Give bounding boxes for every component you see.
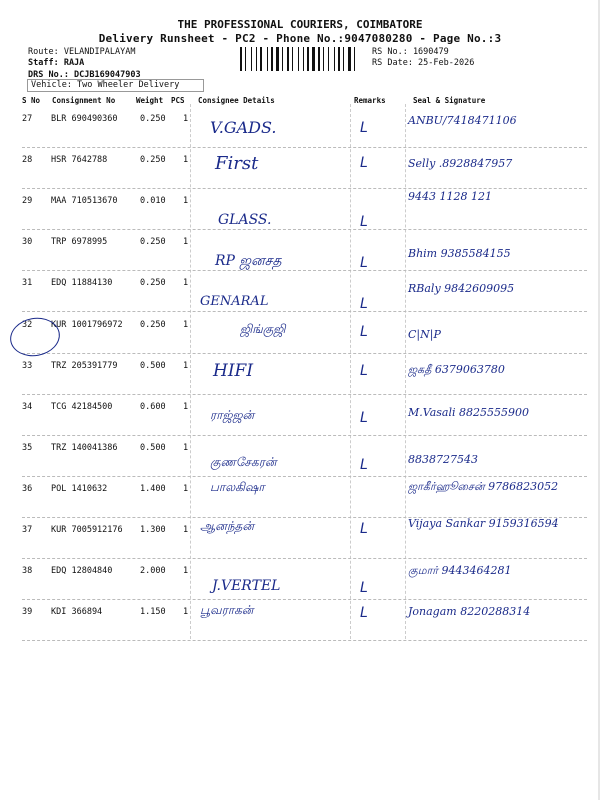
consignment-number: HSR 7642788 <box>51 155 108 166</box>
consignee-handwritten: GENARAL <box>200 294 269 310</box>
rs-number: RS No.: 1690479 <box>372 47 449 57</box>
pieces-count: 1 <box>183 278 189 289</box>
consignment-number: TRZ 205391779 <box>51 360 118 371</box>
consignment-number: TRP 6978995 <box>51 237 108 248</box>
signature: Selly .8928847957 <box>408 157 513 171</box>
consignment-number: POL 1410632 <box>51 483 108 494</box>
serial-number: 28 <box>22 155 33 166</box>
remark-mark: L <box>360 155 368 172</box>
consignment-number: EDQ 11884130 <box>51 278 113 289</box>
pieces-count: 1 <box>183 525 189 535</box>
consignment-number: KUR 1001796972 <box>51 319 123 330</box>
consignee-handwritten: V.GADS. <box>210 118 277 137</box>
table-row <box>22 270 587 312</box>
serial-number: 27 <box>22 114 33 124</box>
table-row <box>22 599 587 641</box>
remark-mark: L <box>360 255 368 272</box>
signature: 8838727543 <box>408 452 478 466</box>
weight-value: 1.400 <box>140 483 166 494</box>
weight-value: 0.250 <box>140 114 166 124</box>
pieces-count: 1 <box>183 566 189 577</box>
remark-mark: L <box>360 120 368 136</box>
table-row <box>22 312 587 354</box>
pieces-count: 1 <box>183 114 189 124</box>
consignment-number: TCG 42184500 <box>51 401 113 412</box>
serial-number: 30 <box>22 237 33 248</box>
signature: Vijaya Sankar 9159316594 <box>408 517 559 530</box>
consignee-handwritten: RP ஜனசத <box>215 253 282 270</box>
weight-value: 0.250 <box>140 319 166 330</box>
serial-number: 33 <box>22 360 33 371</box>
consignee-handwritten: HIFI <box>213 360 254 381</box>
signature: M.Vasali 8825555900 <box>408 405 529 419</box>
pieces-count: 1 <box>183 155 189 166</box>
remark-mark: L <box>360 456 368 473</box>
weight-value: 0.600 <box>140 401 166 412</box>
serial-number: 36 <box>22 483 33 494</box>
drs-number: DRS No.: DCJB169047903 <box>28 70 141 80</box>
remark-mark: L <box>360 362 368 379</box>
consignment-number: BLR 690490360 <box>51 114 118 124</box>
remark-mark: L <box>360 296 368 313</box>
consignee-handwritten: First <box>215 153 259 175</box>
serial-number: 37 <box>22 525 33 535</box>
signature: ANBU/7418471106 <box>408 114 517 127</box>
table-row <box>22 558 587 600</box>
consignee-handwritten: பாலகிஷா <box>210 479 265 494</box>
remark-mark: L <box>360 323 368 340</box>
remark-mark: L <box>360 521 368 537</box>
consignee-handwritten: ஆனந்தன் <box>200 519 254 533</box>
remark-mark: L <box>360 214 368 231</box>
weight-value: 0.250 <box>140 237 166 248</box>
weight-value: 0.250 <box>140 278 166 289</box>
weight-value: 0.500 <box>140 360 166 371</box>
table-row <box>22 106 587 148</box>
signature: C|N|P <box>408 327 441 341</box>
col-consignee: Consignee Details <box>198 96 275 105</box>
pieces-count: 1 <box>183 237 189 248</box>
serial-number: 32 <box>22 319 33 330</box>
col-seal: Seal & Signature <box>413 96 486 105</box>
table-row <box>22 188 587 230</box>
consignment-number: EDQ 12804840 <box>51 566 113 577</box>
weight-value: 0.250 <box>140 155 166 166</box>
vehicle-box: Vehicle: Two Wheeler Delivery <box>27 79 204 92</box>
staff-label: Staff: RAJA <box>28 58 85 68</box>
consignee-handwritten: பூவராகன் <box>200 603 254 618</box>
signature: Jonagam 8220288314 <box>408 605 531 619</box>
consignee-handwritten: ராஜ்ஜன் <box>210 407 255 422</box>
weight-value: 1.300 <box>140 525 166 535</box>
remark-mark: L <box>360 580 368 597</box>
route-label: Route: VELANDIPALAYAM <box>28 47 136 57</box>
pieces-count: 1 <box>183 401 189 412</box>
col-remarks: Remarks <box>354 96 386 105</box>
pieces-count: 1 <box>183 607 189 618</box>
signature: RBaly 9842609095 <box>408 282 515 296</box>
pieces-count: 1 <box>183 360 189 371</box>
table-row <box>22 353 587 395</box>
table-row <box>22 476 587 518</box>
table-row <box>22 517 587 559</box>
consignment-number: MAA 710513670 <box>51 196 118 207</box>
serial-number: 39 <box>22 607 33 618</box>
weight-value: 1.150 <box>140 607 166 618</box>
signature: Bhim 9385584155 <box>408 247 511 261</box>
table-row <box>22 229 587 271</box>
consignee-handwritten: J.VERTEL <box>212 578 281 595</box>
rs-date: RS Date: 25-Feb-2026 <box>372 58 475 68</box>
serial-number: 31 <box>22 278 33 289</box>
table-row <box>22 394 587 436</box>
pieces-count: 1 <box>183 319 189 330</box>
pieces-count: 1 <box>183 442 189 453</box>
signature: ஜகதீ 6379063780 <box>408 362 505 376</box>
runsheet-subtitle: Delivery Runsheet - PC2 - Phone No.:9047080280 - Page No.:3 <box>98 32 502 45</box>
col-consignment: Consignment No <box>52 96 116 105</box>
remark-mark: L <box>360 409 368 426</box>
table-row <box>22 147 587 189</box>
serial-number: 34 <box>22 401 33 412</box>
serial-number: 38 <box>22 566 33 577</box>
consignment-number: KUR 7005912176 <box>51 525 123 535</box>
weight-value: 0.500 <box>140 442 166 453</box>
consignment-number: TRZ 140041386 <box>51 442 118 453</box>
weight-value: 0.010 <box>140 196 166 207</box>
weight-value: 2.000 <box>140 566 166 577</box>
col-pcs: PCS <box>171 96 185 105</box>
consignee-handwritten: ஜிங்குஜி <box>240 321 286 336</box>
barcode <box>240 47 368 71</box>
signature: ஜாகீர்ஹூசைன் 9786823052 <box>408 479 559 493</box>
serial-number: 35 <box>22 442 33 453</box>
consignment-number: KDI 366894 <box>51 607 103 618</box>
col-weight: Weight <box>136 96 164 105</box>
pieces-count: 1 <box>183 483 189 494</box>
signature: குமார் 9443464281 <box>408 564 512 578</box>
remark-mark: L <box>360 605 368 622</box>
pieces-count: 1 <box>183 196 189 207</box>
serial-number: 29 <box>22 196 33 207</box>
col-sno: S No <box>22 96 41 105</box>
company-title: THE PROFESSIONAL COURIERS, COIMBATORE <box>177 18 423 31</box>
signature: 9443 1128 121 <box>408 190 492 204</box>
consignee-handwritten: GLASS. <box>218 212 272 229</box>
consignee-handwritten: குணசேகரன் <box>210 454 277 469</box>
table-row <box>22 435 587 477</box>
